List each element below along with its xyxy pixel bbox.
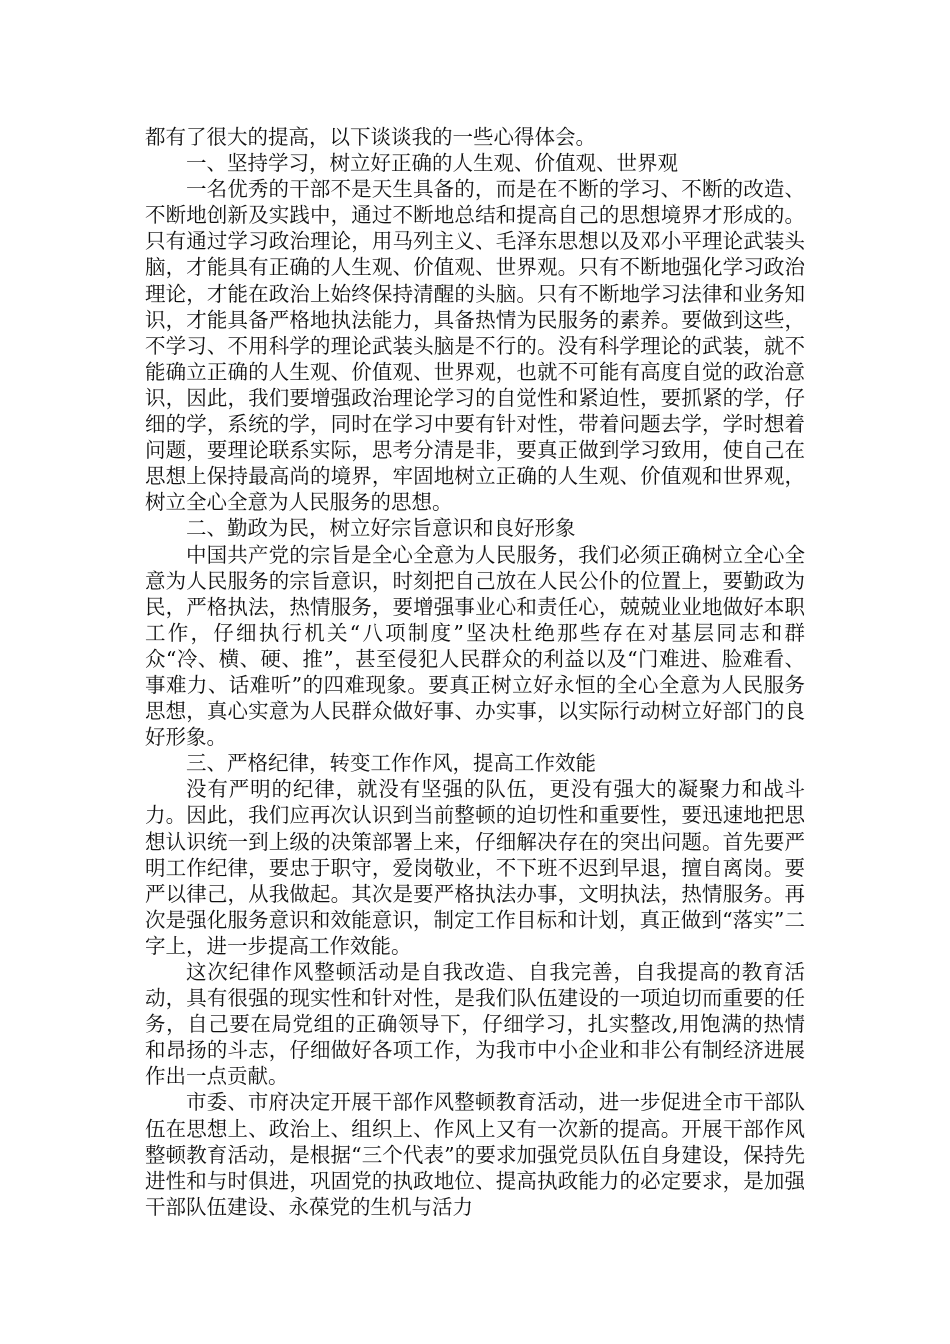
section-heading-3: 三、严格纪律，转变工作作风，提高工作效能 [186,751,596,776]
paragraph-5: 市委、市府决定开展干部作风整顿教育活动，进一步促进全市干部队伍在思想上、政治上、组织上、作风上又有一次新的提高。开展干部作风整顿教育活动，是根据“三个代表”的要求加强党员队伍自身建设，保持先进性和与时俱进，巩固党的执政地位、提高执政能力的必定要求，是加强干部队伍建设、永葆党的生机与活力 [145,1090,805,1219]
paragraph-continuation: 都有了很大的提高，以下谈谈我的一些心得体会。 [145,125,596,149]
document-page [145,124,805,1220]
section-heading-1: 一、坚持学习，树立好正确的人生观、价值观、世界观 [186,151,678,176]
paragraph-4: 这次纪律作风整顿活动是自我改造、自我完善，自我提高的教育活动，具有很强的现实性和针对性，是我们队伍建设的一项迫切而重要的任务，自己要在局党组的正确领导下，仔细学习，扎实整改,用饱满的热情和昂扬的斗志，仔细做好各项工作，为我市中小企业和非公有制经济进展作出一点贡献。 [145,960,805,1089]
paragraph-3: 没有严明的纪律，就没有坚强的队伍，更没有强大的凝聚力和战斗力。因此，我们应再次认识到当前整顿的迫切性和重要性，要迅速地把思想认识统一到上级的决策部署上来，仔细解决存在的突出问题。首先要严明工作纪律，要忠于职守，爱岗敬业，不下班不迟到早退，擅自离岗。要严以律己，从我做起。其次是要严格执法办事，文明执法，热情服务。再次是强化服务意识和效能意识，制定工作目标和计划，真正做到“落实”二字上，进一步提高工作效能。 [145,777,805,958]
paragraph-2: 中国共产党的宗旨是全心全意为人民服务，我们必须正确树立全心全意为人民服务的宗旨意识，时刻把自己放在人民公仆的位置上，要勤政为民，严格执法，热情服务，要增强事业心和责任心，兢兢业业地做好本职工作，仔细执行机关“八项制度”坚决杜绝那些存在对基层同志和群众“冷、横、硬、推”，甚至侵犯人民群众的利益以及“门难进、脸难看、事难力、话难听”的四难现象。要真正树立好永恒的全心全意为人民服务思想，真心实意为人民群众做好事、办实事，以实际行动树立好部门的良好形象。 [145,542,805,750]
paragraph-1: 一名优秀的干部不是天生具备的，而是在不断的学习、不断的改造、不断地创新及实践中，通过不断地总结和提高自己的思想境界才形成的。只有通过学习政治理论，用马列主义、毛泽东思想以及邓小平理论武装头脑，才能具有正确的人生观、价值观、世界观。只有不断地强化学习政治理论，才能在政治上始终保持清醒的头脑。只有不断地学习法律和业务知识，才能具备严格地执法能力，具备热情为民服务的素养。要做到这些，不学习、不用科学的理论武装头脑是不行的。没有科学理论的武装，就不能确立正确的人生观、价值观、世界观，也就不可能有高度自觉的政治意识，因此，我们要增强政治理论学习的自觉性和紧迫性，要抓紧的学，仔细的学，系统的学，同时在学习中要有针对性，带着问题去学，学时想着问题，要理论联系实际，思考分清是非，要真正做到学习致用，使自己在思想上保持最高尚的境界，牢固地树立正确的人生观、价值观和世界观，树立全心全意为人民服务的思想。 [145,177,805,515]
section-heading-2: 二、勤政为民，树立好宗旨意识和良好形象 [186,516,576,541]
